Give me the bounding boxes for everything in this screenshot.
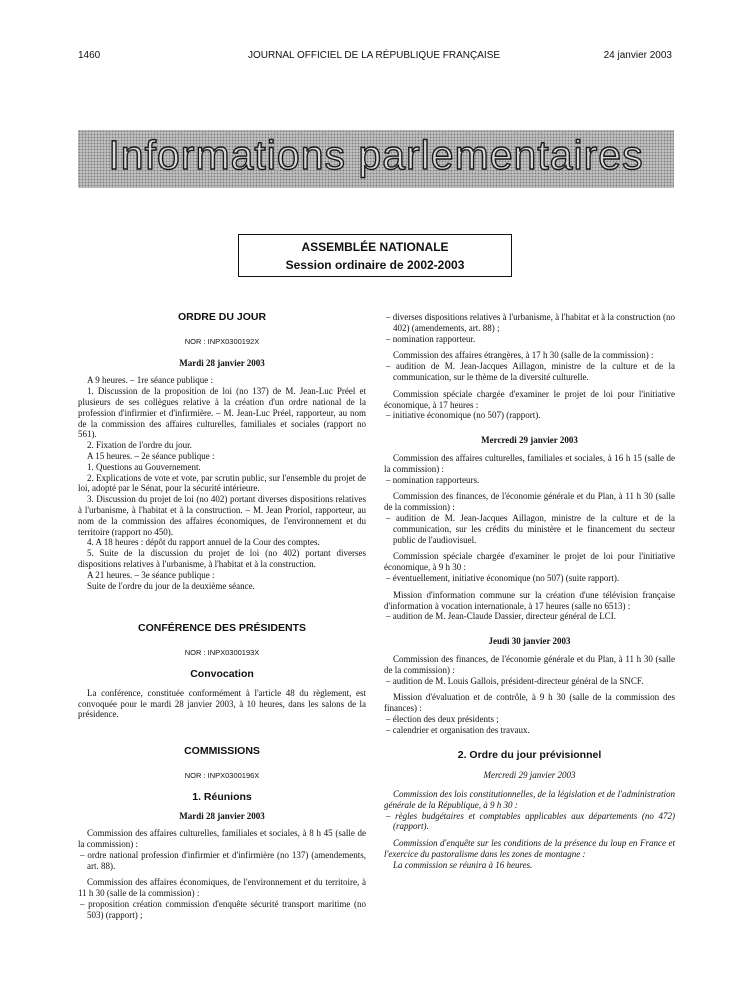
agenda-item: 3. Discussion du projet de loi (no 402) portant diverses dispositions relatives à l'urbanisme, à l'habitat et à la construction. – M. Jean Proriol, rapporteur, au nom de la commission des affaires économiques, de l'environnement et du territoire (rapport no 450). [78, 494, 366, 537]
nor-reference: NOR : INPX0300193X [184, 648, 260, 658]
page-number: 1460 [78, 50, 101, 61]
commission-item: – ordre national profession d'infirmier et d'infirmière (no 137) (amendements, art. 88). [80, 849, 366, 871]
issue-date: 24 janvier 2003 [603, 50, 672, 61]
commission-item: – audition de M. Jean-Claude Dassier, directeur général de LCI. [386, 611, 617, 622]
agenda-item: Suite de l'ordre du jour de la deuxième séance. [87, 580, 255, 591]
commission-item: – audition de M. Louis Gallois, président-directeur général de la SNCF. [386, 675, 644, 686]
day-heading: Mercredi 29 janvier 2003 [483, 770, 576, 781]
session-time: A 21 heures. – 3e séance publique : [87, 569, 215, 580]
commission-heading: Commission des affaires étrangères, à 17 h 30 (salle de la commission) : [393, 350, 654, 361]
commission-item: – diverses dispositions relatives à l'urbanisme, à l'habitat et à la construction (no 402) (amendements, art. 88) ; [386, 312, 675, 333]
commission-heading: Commission des finances, de l'économie générale et du Plan, à 11 h 30 (salle de la commission) : [384, 491, 675, 513]
left-column [78, 312, 366, 921]
commission-item: – nomination rapporteur. [386, 333, 476, 344]
commission-heading: Commission des affaires culturelles, familiales et sociales, à 16 h 15 (salle de la commission) : [384, 452, 675, 474]
ordre-du-jour-title: ORDRE DU JOUR [177, 311, 267, 323]
commission-item: – calendrier et organisation des travaux. [386, 724, 530, 735]
session-time: A 9 heures. – 1re séance publique : [87, 375, 213, 386]
commission-heading: Mission d'information commune sur la création d'une télévision française d'information à vocation internationale, à 17 heures (salle no 6513) : [384, 589, 675, 611]
day-heading: Mardi 28 janvier 2003 [179, 810, 265, 821]
commission-heading: Commission des affaires culturelles, familiales et sociales, à 8 h 45 (salle de la commission) : [78, 828, 366, 850]
commission-heading: Commission des affaires économiques, de l'environnement et du territoire, à 11 h 30 (salle de la commission) : [78, 877, 366, 899]
agenda-item: 1. Discussion de la proposition de loi (no 137) de M. Jean-Luc Préel et plusieurs de ses collègues relative à la création d'un ordre national de la profession d'infirmier et d'infirmière. – M. Jean-Luc Préel, rapporteur, au nom de la commission des affaires culturelles, familiales et sociales (rapport no 561). [78, 386, 366, 440]
day-heading: Mercredi 29 janvier 2003 [481, 435, 578, 446]
commission-item: – audition de M. Jean-Jacques Aillagon, ministre de la culture et de la communication, sur les crédits du ministère et le financement du secteur public de l'audiovisuel. [386, 512, 675, 545]
commission-item: – audition de M. Jean-Jacques Aillagon, ministre de la culture et de la communication, sur le thème de la diversité culturelle. [386, 361, 675, 382]
commission-heading: Commission d'enquête sur les conditions de la présence du loup en France et l'exercice du pastoralisme dans les zones de montagne : [384, 838, 675, 860]
commission-item: – éventuellement, initiative économique (no 507) (suite rapport). [386, 572, 620, 583]
assembly-box [238, 234, 512, 277]
day-heading: Jeudi 30 janvier 2003 [488, 636, 571, 647]
session-time: A 15 heures. – 2e séance publique : [87, 450, 215, 461]
commission-heading: Commission spéciale chargée d'examiner le projet de loi pour l'initiative économique, à 17 heures : [384, 388, 675, 410]
commission-heading: Commission spéciale chargée d'examiner le projet de loi pour l'initiative économique, à 9 h 30 : [384, 551, 675, 573]
commission-item: – nomination rapporteurs. [386, 474, 480, 485]
commission-heading: Mission d'évaluation et de contrôle, à 9 h 30 (salle de la commission des finances) : [384, 692, 675, 714]
day-heading: Mardi 28 janvier 2003 [179, 357, 265, 368]
commission-item: – élection des deux présidents ; [386, 713, 499, 724]
convocation-text: La conférence, constituée conformément à l'article 48 du règlement, est convoquée pour le mardi 28 janvier 2003, à 10 heures, dans les salons de la présidence. [78, 687, 366, 720]
reunions-title: 1. Réunions [192, 790, 252, 803]
commission-item: – proposition création commission d'enquête sécurité transport maritime (no 503) (rapport) ; [80, 899, 366, 920]
agenda-item: 2. Explications de vote et vote, par scrutin public, sur l'ensemble du projet de loi, adopté par le Sénat, pour la sécurité intérieure. [78, 472, 366, 494]
commission-heading: Commission des lois constitutionnelles, de la législation et de l'administration générale de la République, à 9 h 30 : [384, 789, 675, 810]
commissions-title: COMMISSIONS [184, 745, 260, 758]
agenda-item: 4. A 18 heures : dépôt du rapport annuel de la Cour des comptes. [87, 537, 320, 548]
conference-title: CONFÉRENCE DES PRÉSIDENTS [137, 622, 307, 635]
commission-heading: Commission des finances, de l'économie générale et du Plan, à 11 h 30 (salle de la commission) : [384, 653, 675, 675]
session-name: Session ordinaire de 2002-2003 [285, 258, 465, 272]
nor-reference: NOR : INPX0300192X [184, 336, 260, 346]
agenda-item: 1. Questions au Gouvernement. [87, 461, 201, 472]
right-column [384, 312, 675, 871]
commission-item: – règles budgétaires et comptables applicables aux départements (no 472) (rapport). [386, 810, 675, 832]
convocation-title: Convocation [190, 667, 254, 680]
assembly-name: ASSEMBLÉE NATIONALE [301, 240, 449, 254]
commission-item: – initiative économique (no 507) (rapport). [386, 410, 541, 421]
journal-title: JOURNAL OFFICIEL DE LA RÉPUBLIQUE FRANÇAISE [247, 50, 501, 61]
agenda-item: 5. Suite de la discussion du projet de loi (no 402) portant diverses dispositions relatives à l'urbanisme, à l'habitat et à la construction. [78, 548, 366, 569]
agenda-item: 2. Fixation de l'ordre du jour. [87, 440, 192, 451]
banner-title: Informations parlementaires [108, 132, 644, 178]
nor-reference: NOR : INPX0300196X [184, 770, 260, 780]
commission-item: La commission se réunira à 16 heures. [393, 859, 533, 870]
previsionnel-title: 2. Ordre du jour prévisionnel [457, 748, 602, 761]
section-banner [78, 130, 674, 188]
